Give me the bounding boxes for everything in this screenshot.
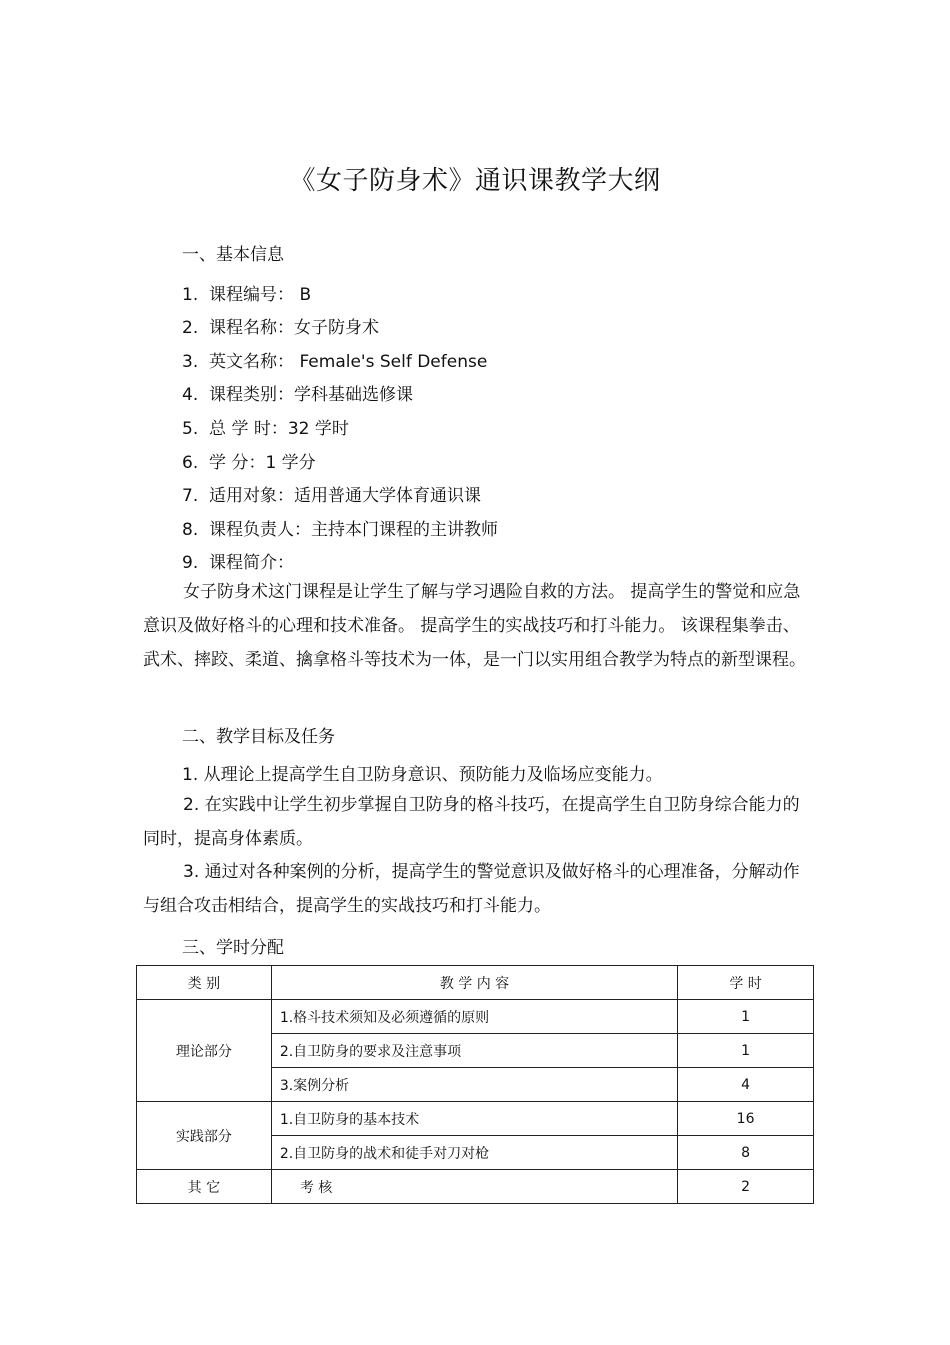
goal-item: 2. 在实践中让学生初步掌握自卫防身的格斗技巧，在提高学生自卫防身综合能力的同时，提高身体素质。 xyxy=(143,795,800,849)
category-cell: 其 它 xyxy=(137,1170,272,1204)
hours-cell: 2 xyxy=(678,1170,814,1204)
table-row xyxy=(137,1102,814,1136)
hours-cell: 1 xyxy=(678,1000,814,1034)
header-content: 教 学 内 容 xyxy=(271,966,677,1000)
info-item: 5. 总 学 时：32 学时 xyxy=(182,419,349,439)
content-cell: 1.自卫防身的基本技术 xyxy=(271,1102,677,1136)
info-item: 4. 课程类别：学科基础选修课 xyxy=(182,385,414,405)
table-header-row xyxy=(137,966,814,1000)
table-row xyxy=(137,1170,814,1204)
hours-cell: 8 xyxy=(678,1136,814,1170)
hours-cell: 4 xyxy=(678,1068,814,1102)
hours-cell: 16 xyxy=(678,1102,814,1136)
hours-table xyxy=(136,965,814,1204)
category-cell: 实践部分 xyxy=(137,1102,272,1170)
header-hours: 学 时 xyxy=(678,966,814,1000)
page-title: 《女子防身术》通识课教学大纲 xyxy=(289,166,661,196)
section1-heading: 一、基本信息 xyxy=(182,245,284,265)
info-item: 7. 适用对象：适用普通大学体育通识课 xyxy=(182,486,482,506)
section3-heading: 三、学时分配 xyxy=(182,938,284,958)
course-intro: 女子防身术这门课程是让学生了解与学习遇险自救的方法。 提高学生的警觉和应急意识及做好格斗的心理和技术准备。 提高学生的实战技巧和打斗能力。 该课程集拳击、武术、摔跤、柔道、擒拿格斗等技术为一体，是一门以实用组合教学为特点的新型课程。 xyxy=(143,582,806,670)
info-item: 2. 课程名称：女子防身术 xyxy=(182,318,380,338)
content-cell: 考 核 xyxy=(271,1170,677,1204)
info-item: 1. 课程编号： B xyxy=(182,285,312,305)
category-cell: 理论部分 xyxy=(137,1000,272,1102)
section2-heading: 二、教学目标及任务 xyxy=(182,727,335,747)
hours-cell: 1 xyxy=(678,1034,814,1068)
info-item: 3. 英文名称： Female's Self Defense xyxy=(182,352,488,372)
goal-item: 3. 通过对各种案例的分析，提高学生的警觉意识及做好格斗的心理准备，分解动作与组合攻击相结合，提高学生的实战技巧和打斗能力。 xyxy=(143,862,800,916)
table-row xyxy=(137,1000,814,1034)
info-item: 8. 课程负责人：主持本门课程的主讲教师 xyxy=(182,520,499,540)
info-item: 9. 课程简介： xyxy=(182,553,295,573)
content-cell: 1.格斗技术须知及必须遵循的原则 xyxy=(271,1000,677,1034)
header-category: 类 别 xyxy=(137,966,272,1000)
goal-item: 1. 从理论上提高学生自卫防身意识、预防能力及临场应变能力。 xyxy=(182,765,663,785)
content-cell: 2.自卫防身的要求及注意事项 xyxy=(271,1034,677,1068)
content-cell: 2.自卫防身的战术和徒手对刀对枪 xyxy=(271,1136,677,1170)
info-item: 6. 学 分：1 学分 xyxy=(182,453,316,473)
content-cell: 3.案例分析 xyxy=(271,1068,677,1102)
